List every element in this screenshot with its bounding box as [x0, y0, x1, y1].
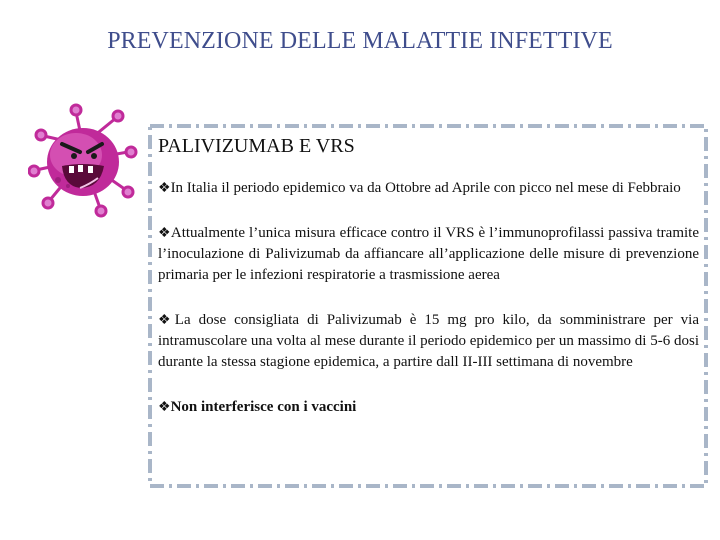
- bullet-item: [158, 178, 699, 199]
- bullet-item: [158, 310, 699, 373]
- bullet-item: [158, 397, 699, 418]
- bullet-text: Non interferisce con i vaccini: [170, 399, 357, 415]
- bullet-diamond-icon: ❖: [158, 400, 171, 415]
- bullet-item: [158, 223, 699, 286]
- bullet-diamond-icon: ❖: [158, 226, 171, 241]
- bullet-text: La dose consigliata di Palivizumab è 15 mg pro kilo, da somministrare per via intramuscolare una volta al mese durante il periodo epidemico per un massimo di 5-6 dosi durante la stessa stagione epidemica, a partire dall II-III settimana di novembre: [158, 312, 699, 370]
- bullet-diamond-icon: ❖: [158, 313, 175, 328]
- slide-content: [158, 130, 699, 418]
- slide-title: PREVENZIONE DELLE MALATTIE INFETTIVE: [107, 28, 613, 54]
- bullet-text: Attualmente l’unica misura efficace contro il VRS è l’immunoprofilassi passiva tramite l’inoculazione di Palivizumab da affiancare all’applicazione delle misure di prevenzione primaria per le infezioni respiratorie a trasmissione aerea: [158, 225, 699, 283]
- bullet-diamond-icon: ❖: [158, 181, 171, 196]
- slide-subtitle: PALIVIZUMAB E VRS: [158, 135, 355, 157]
- virus-mascot-icon: [28, 100, 138, 218]
- bullet-text: In Italia il periodo epidemico va da Ottobre ad Aprile con picco nel mese di Febbraio: [170, 180, 681, 196]
